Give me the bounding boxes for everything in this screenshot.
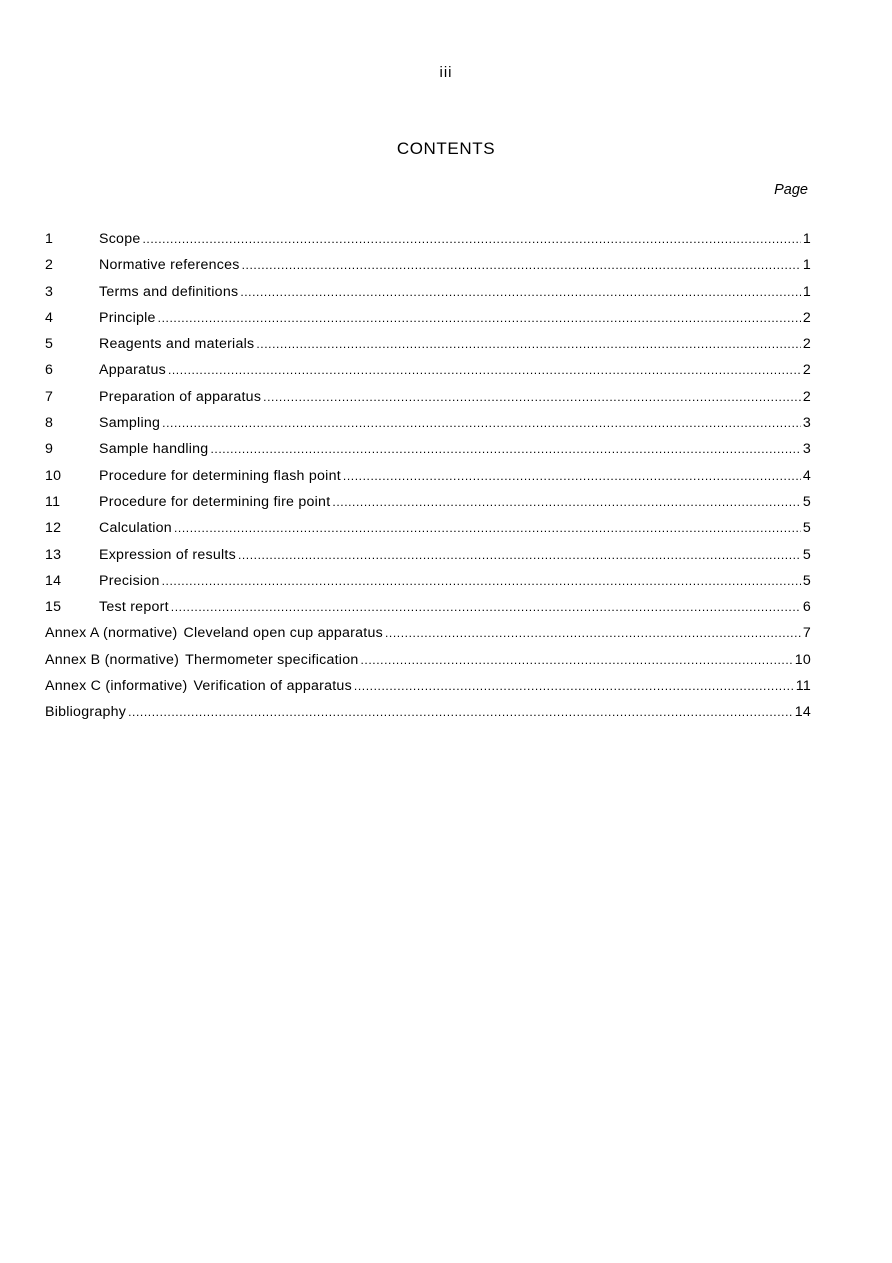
toc-page: 11 (795, 678, 811, 695)
dot-leader (343, 463, 801, 489)
toc-page: 2 (802, 309, 811, 326)
toc-entry-principle[interactable] (45, 305, 811, 331)
toc-entry-terms-and-definitions[interactable] (45, 279, 811, 305)
toc-title: Apparatus (99, 362, 166, 379)
dot-leader (158, 305, 801, 331)
toc-number: 2 (45, 257, 54, 274)
toc-title: Sample handling (99, 441, 209, 458)
toc-page: 14 (794, 704, 811, 721)
dot-leader (210, 436, 800, 462)
annex-label: Annex C (informative) (45, 678, 188, 695)
dot-leader (240, 279, 801, 305)
dot-leader (142, 226, 800, 252)
toc-page: 5 (802, 546, 811, 563)
toc-entry-sample-handling[interactable] (45, 436, 811, 462)
table-of-contents (45, 226, 811, 726)
toc-number: 4 (45, 309, 54, 326)
toc-entry-apparatus[interactable] (45, 357, 811, 383)
toc-entry-precision[interactable] (45, 568, 811, 594)
toc-entry-annex-a[interactable] (45, 620, 811, 646)
toc-entry-sampling[interactable] (45, 410, 811, 436)
dot-leader (162, 410, 801, 436)
annex-title: Thermometer specification (185, 651, 359, 668)
contents-title: CONTENTS (396, 139, 496, 158)
toc-entry-expression-of-results[interactable] (45, 542, 811, 568)
toc-entry-bibliography[interactable] (45, 699, 811, 725)
dot-leader (256, 331, 801, 357)
toc-title: Procedure for determining fire point (99, 493, 331, 510)
dot-leader (354, 673, 794, 699)
toc-page: 1 (802, 283, 811, 300)
toc-title: Terms and definitions (99, 283, 239, 300)
dot-leader (168, 357, 801, 383)
toc-title: Principle (99, 309, 156, 326)
toc-title: Precision (99, 572, 160, 589)
toc-number: 6 (45, 362, 54, 379)
toc-number: 14 (45, 572, 62, 589)
toc-number: 15 (45, 599, 62, 616)
toc-title: Normative references (99, 257, 240, 274)
toc-title: Procedure for determining flash point (99, 467, 341, 484)
toc-page: 2 (802, 362, 811, 379)
toc-number: 10 (45, 467, 62, 484)
toc-number: 1 (45, 231, 54, 247)
toc-title: Sampling (99, 415, 161, 432)
toc-page: 6 (802, 599, 811, 616)
dot-leader (263, 384, 801, 410)
toc-entry-calculation[interactable] (45, 515, 811, 541)
page-column-label: Page (774, 182, 808, 198)
toc-title: Bibliography (45, 704, 127, 721)
toc-number: 8 (45, 415, 54, 432)
toc-entry-scope[interactable] (45, 226, 811, 252)
dot-leader (361, 647, 793, 673)
toc-page: 2 (802, 336, 811, 353)
toc-page: 7 (802, 625, 811, 642)
dot-leader (332, 489, 800, 515)
toc-number: 13 (45, 546, 62, 563)
toc-number: 11 (45, 493, 61, 510)
toc-page: 5 (802, 493, 811, 510)
dot-leader (174, 515, 801, 541)
toc-number: 7 (45, 388, 54, 405)
toc-title: Calculation (99, 520, 172, 537)
toc-page: 3 (802, 415, 811, 432)
toc-title: Expression of results (99, 546, 236, 563)
toc-title: Scope (99, 231, 141, 247)
toc-number: 5 (45, 336, 54, 353)
toc-number: 3 (45, 283, 54, 300)
annex-title: Cleveland open cup apparatus (183, 625, 383, 642)
dot-leader (162, 568, 801, 594)
toc-entry-reagents-and-materials[interactable] (45, 331, 811, 357)
dot-leader (385, 620, 801, 646)
toc-page: 1 (802, 257, 811, 274)
toc-title: Preparation of apparatus (99, 388, 262, 405)
annex-title: Verification of apparatus (193, 678, 352, 695)
dot-leader (171, 594, 801, 620)
toc-entry-test-report[interactable] (45, 594, 811, 620)
dot-leader (238, 542, 801, 568)
toc-entry-flash-point-procedure[interactable] (45, 463, 811, 489)
dot-leader (242, 252, 801, 278)
annex-label: Annex A (normative) (45, 625, 178, 642)
page-number: iii (439, 64, 453, 81)
toc-title: Reagents and materials (99, 336, 255, 353)
toc-entry-annex-b[interactable] (45, 647, 811, 673)
toc-title: Test report (99, 599, 169, 616)
toc-number: 12 (45, 520, 62, 537)
dot-leader (128, 699, 793, 725)
toc-number: 9 (45, 441, 54, 458)
toc-page: 4 (802, 467, 811, 484)
toc-entry-preparation-of-apparatus[interactable] (45, 384, 811, 410)
annex-label: Annex B (normative) (45, 651, 180, 668)
toc-page: 5 (802, 572, 811, 589)
toc-page: 3 (802, 441, 811, 458)
toc-page: 1 (802, 231, 811, 247)
toc-page: 2 (802, 388, 811, 405)
toc-page: 5 (802, 520, 811, 537)
toc-page: 10 (794, 651, 811, 668)
toc-entry-fire-point-procedure[interactable] (45, 489, 811, 515)
toc-entry-annex-c[interactable] (45, 673, 811, 699)
toc-entry-normative-references[interactable] (45, 252, 811, 278)
